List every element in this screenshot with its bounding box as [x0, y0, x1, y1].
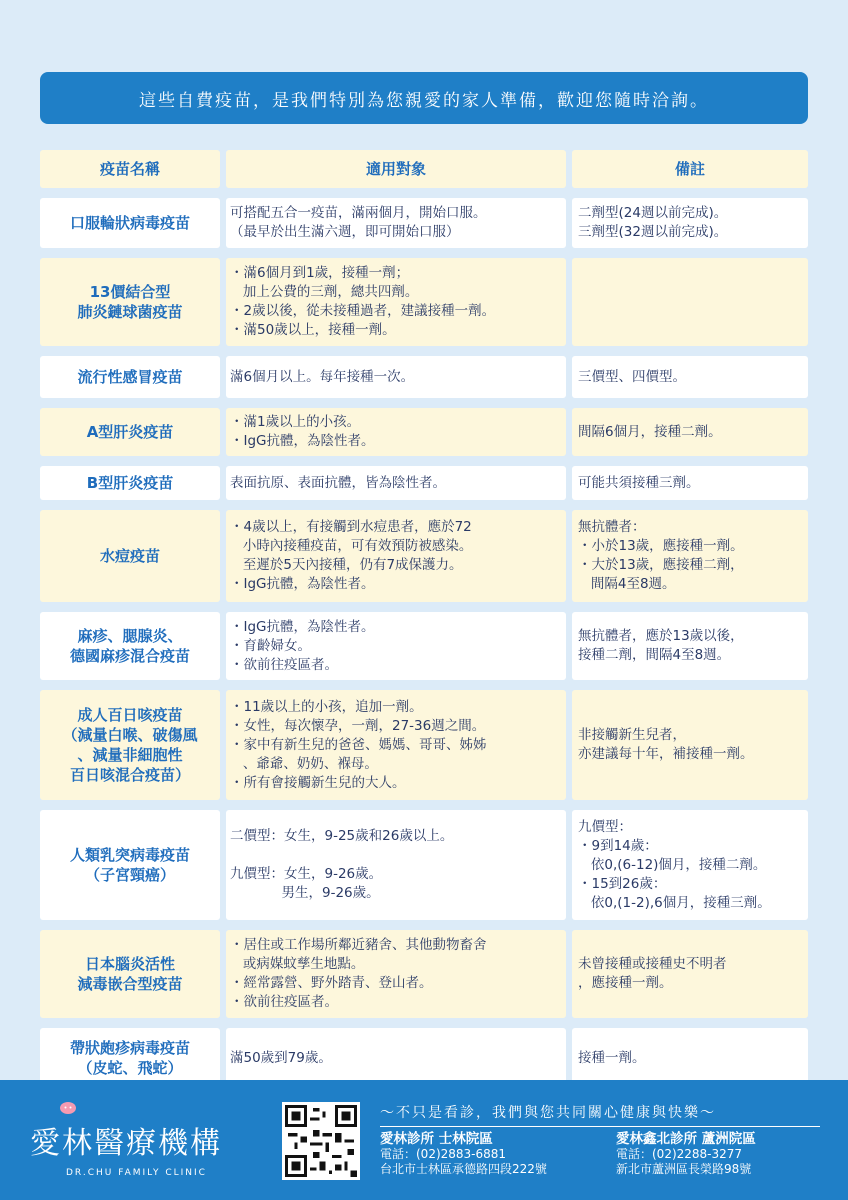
- vaccine-name: [40, 810, 220, 920]
- vaccine-note: [572, 510, 808, 602]
- cell-line: ・15到26歲：: [578, 875, 667, 892]
- table-row: [40, 1028, 808, 1088]
- cell-lines: [40, 1038, 220, 1078]
- cell-line: ・IgG抗體，為陰性者。: [230, 433, 375, 449]
- cell-line: 加上公費的三劑，總共四劑。: [230, 284, 419, 300]
- cell-line: 依0,(6-12)個月，接種二劑。: [578, 856, 767, 873]
- header-name: 疫苗名稱: [40, 150, 220, 188]
- cell-line: 男生，9-26歲。: [230, 885, 380, 901]
- clinic-luzhou: [616, 1132, 756, 1177]
- vaccine-name: [40, 1028, 220, 1088]
- cell-lines: [40, 473, 220, 493]
- footer: [0, 1080, 848, 1200]
- cell-lines: [230, 698, 566, 793]
- clinic-address: 新北市蘆洲區長榮路98號: [616, 1162, 752, 1176]
- header-note: 備註: [572, 150, 808, 188]
- cell-line: 減毒嵌合型疫苗: [77, 975, 183, 993]
- table-row: [40, 258, 808, 346]
- cell-line: 間隔6個月，接種二劑。: [578, 423, 722, 440]
- vaccine-note: [572, 690, 808, 800]
- vaccine-target: [226, 258, 566, 346]
- vaccine-target: [226, 690, 566, 800]
- cell-lines: [230, 264, 566, 340]
- vaccine-target: [226, 408, 566, 456]
- cell-line: ・經常露營、野外踏青、登山者。: [230, 975, 433, 991]
- cell-lines: [578, 726, 808, 764]
- cell-line: ・育齡婦女。: [230, 637, 311, 654]
- table-header: [40, 150, 808, 188]
- table-row: [40, 356, 808, 398]
- vaccine-note: [572, 258, 808, 346]
- cell-line: 三劑型(32週以前完成)。: [578, 224, 728, 240]
- cell-line: A型肝炎疫苗: [86, 423, 174, 441]
- cell-line: 九價型：女生，9-26歲。: [230, 866, 383, 882]
- cell-line: 或病媒蚊孳生地點。: [230, 956, 365, 972]
- table-row: [40, 198, 808, 248]
- vaccine-target: [226, 198, 566, 248]
- cell-line: 三價型、四價型。: [578, 368, 686, 385]
- header-target: 適用對象: [226, 150, 566, 188]
- cell-lines: [578, 627, 808, 665]
- cell-lines: [40, 626, 220, 666]
- vaccine-name: [40, 408, 220, 456]
- cell-line: ・4歲以上，有接觸到水痘患者，應於72: [230, 519, 472, 535]
- cell-lines: [40, 954, 220, 994]
- vaccine-name: [40, 612, 220, 680]
- vaccine-name: [40, 510, 220, 602]
- clinic-name: 愛林診所 士林院區: [380, 1131, 493, 1147]
- cell-lines: [230, 474, 566, 493]
- cell-line: 可搭配五合一疫苗，滿兩個月，開始口服。: [230, 205, 487, 221]
- cell-lines: [230, 827, 566, 903]
- cell-lines: [578, 955, 808, 993]
- cell-line: 接種二劑，間隔4至8週。: [578, 647, 731, 663]
- cell-line: 可能共須接種三劑。: [578, 474, 700, 491]
- cell-line: ・9到14歲：: [578, 837, 658, 854]
- cell-line: 成人百日咳疫苗: [77, 706, 183, 724]
- vaccine-target: [226, 510, 566, 602]
- cell-line: ・大於13歲，應接種二劑，: [578, 557, 744, 573]
- cell-lines: [578, 518, 808, 594]
- cell-line: ・小於13歲，應接種一劑。: [578, 538, 744, 554]
- cell-line: ・所有會接觸新生兒的大人。: [230, 774, 406, 791]
- cell-line: 依0,(1-2),6個月，接種三劑。: [578, 894, 771, 911]
- cell-lines: [40, 705, 220, 785]
- cell-line: 無抗體者，應於13歲以後，: [578, 628, 744, 644]
- heart-icon: [60, 1102, 76, 1114]
- vaccine-name: [40, 930, 220, 1018]
- brand-name: 愛林醫療機構: [30, 1126, 222, 1161]
- cell-line: 、減量非細胞性: [77, 746, 183, 764]
- cell-line: 亦建議每十年，補接種一劑。: [578, 746, 754, 762]
- cell-line: （皮蛇、飛蛇）: [77, 1059, 183, 1077]
- table-row: [40, 810, 808, 920]
- cell-lines: [40, 422, 220, 442]
- cell-line: 口服輪狀病毒疫苗: [69, 214, 190, 232]
- cell-lines: [40, 213, 220, 233]
- cell-line: 間隔4至8週。: [578, 576, 676, 592]
- vaccine-note: [572, 810, 808, 920]
- vaccine-note: [572, 1028, 808, 1088]
- cell-line: 麻疹、腮腺炎、: [77, 627, 183, 645]
- vaccine-note: [572, 198, 808, 248]
- clinic-name: 愛林鑫北診所 蘆洲院區: [616, 1131, 756, 1147]
- cell-lines: [578, 818, 808, 913]
- cell-lines: [578, 1049, 808, 1068]
- vaccine-name: [40, 466, 220, 500]
- clinic-phone: 電話：(02)2288-3277: [616, 1147, 743, 1161]
- cell-line: ・滿1歲以上的小孩。: [230, 414, 361, 430]
- vaccine-note: [572, 466, 808, 500]
- vaccine-target: [226, 612, 566, 680]
- cell-line: 水痘疫苗: [99, 547, 160, 565]
- cell-line: 流行性感冒疫苗: [77, 368, 183, 386]
- cell-line: 帶狀皰疹病毒疫苗: [69, 1039, 190, 1057]
- cell-lines: [230, 518, 566, 594]
- vaccine-target: [226, 466, 566, 500]
- cell-line: 、爺爺、奶奶、褓母。: [230, 755, 378, 772]
- cell-line: ・IgG抗體，為陰性者。: [230, 576, 375, 592]
- cell-lines: [578, 204, 808, 242]
- cell-line: ・IgG抗體，為陰性者。: [230, 618, 375, 635]
- cell-line: 小時內接種疫苗，可有效預防被感染。: [230, 538, 473, 554]
- banner: 這些自費疫苗，是我們特別為您親愛的家人準備，歡迎您隨時洽詢。: [40, 72, 808, 124]
- cell-line: [230, 846, 566, 865]
- vaccine-target: [226, 356, 566, 398]
- vaccine-name: [40, 258, 220, 346]
- vaccine-note: [572, 408, 808, 456]
- cell-lines: [40, 282, 220, 322]
- cell-line: 表面抗原、表面抗體，皆為陰性者。: [230, 474, 446, 491]
- table-row: [40, 612, 808, 680]
- cell-lines: [40, 546, 220, 566]
- vaccine-name: [40, 356, 220, 398]
- cell-lines: [230, 936, 566, 1012]
- cell-line: （最早於出生滿六週，即可開始口服）: [230, 224, 460, 240]
- cell-line: ・滿6個月到1歲，接種一劑；: [230, 265, 410, 281]
- cell-line: 九價型：: [578, 818, 632, 835]
- cell-line: （減量白喉、破傷風: [62, 726, 198, 744]
- qr-code-icon: [282, 1102, 360, 1180]
- cell-line: 13價結合型: [89, 283, 171, 301]
- cell-line: ・女性，每次懷孕，一劑，27-36週之間。: [230, 717, 486, 734]
- cell-line: ・2歲以後，從未接種過者，建議接種一劑。: [230, 303, 496, 319]
- vaccine-note: [572, 356, 808, 398]
- divider: [380, 1126, 820, 1127]
- cell-line: ・居住或工作場所鄰近豬舍、其他動物畜舍: [230, 937, 487, 953]
- cell-line: 肺炎鏈球菌疫苗: [77, 303, 183, 321]
- vaccine-target: [226, 810, 566, 920]
- cell-lines: [230, 1049, 566, 1068]
- cell-line: 滿50歲到79歲。: [230, 1049, 332, 1066]
- cell-line: ・欲前往疫區者。: [230, 656, 338, 673]
- clinic-phone: 電話：(02)2883-6881: [380, 1147, 507, 1161]
- cell-line: 百日咳混合疫苗）: [69, 766, 190, 784]
- vaccine-name: [40, 690, 220, 800]
- cell-line: 人類乳突病毒疫苗: [69, 846, 190, 864]
- cell-lines: [230, 204, 566, 242]
- cell-line: 日本腦炎活性: [84, 955, 175, 973]
- vaccine-target: [226, 930, 566, 1018]
- cell-line: 二價型：女生，9-25歲和26歲以上。: [230, 828, 454, 844]
- brand-english: DR.CHU FAMILY CLINIC: [66, 1168, 207, 1178]
- vaccine-note: [572, 612, 808, 680]
- cell-line: B型肝炎疫苗: [86, 474, 174, 492]
- table-row: [40, 690, 808, 800]
- vaccine-name: [40, 198, 220, 248]
- table-row: [40, 510, 808, 602]
- slogan: ～不只是看診，我們與您共同關心健康與快樂～: [380, 1105, 716, 1121]
- table-row: [40, 930, 808, 1018]
- cell-line: 德國麻疹混合疫苗: [69, 647, 190, 665]
- cell-lines: [578, 423, 808, 442]
- cell-line: 無抗體者：: [578, 519, 646, 535]
- cell-lines: [40, 845, 220, 885]
- cell-lines: [230, 618, 566, 675]
- cell-line: 至遲於5天內接種，仍有7成保護力。: [230, 557, 463, 573]
- cell-line: ・滿50歲以上，接種一劑。: [230, 322, 396, 338]
- cell-line: 二劑型(24週以前完成)。: [578, 205, 728, 221]
- cell-line: ・11歲以上的小孩，追加一劑。: [230, 698, 423, 715]
- cell-line: ・家中有新生兒的爸爸、媽媽、哥哥、姊姊: [230, 736, 487, 753]
- cell-lines: [578, 368, 808, 387]
- cell-lines: [230, 413, 566, 451]
- vaccine-note: [572, 930, 808, 1018]
- cell-line: 接種一劑。: [578, 1049, 646, 1066]
- cell-lines: [578, 474, 808, 493]
- cell-line: 滿6個月以上。每年接種一次。: [230, 368, 415, 385]
- cell-line: 非接觸新生兒者，: [578, 727, 686, 743]
- table-row: [40, 466, 808, 500]
- cell-line: 未曾接種或接種史不明者: [578, 956, 727, 972]
- cell-lines: [230, 368, 566, 387]
- cell-line: ・欲前往疫區者。: [230, 994, 338, 1010]
- vaccine-target: [226, 1028, 566, 1088]
- table-row: [40, 408, 808, 456]
- cell-line: （子宮頸癌）: [84, 866, 175, 884]
- clinic-address: 台北市士林區承德路四段222號: [380, 1162, 547, 1176]
- cell-line: ，應接種一劑。: [578, 975, 673, 991]
- cell-lines: [40, 367, 220, 387]
- clinic-shilin: [380, 1132, 547, 1177]
